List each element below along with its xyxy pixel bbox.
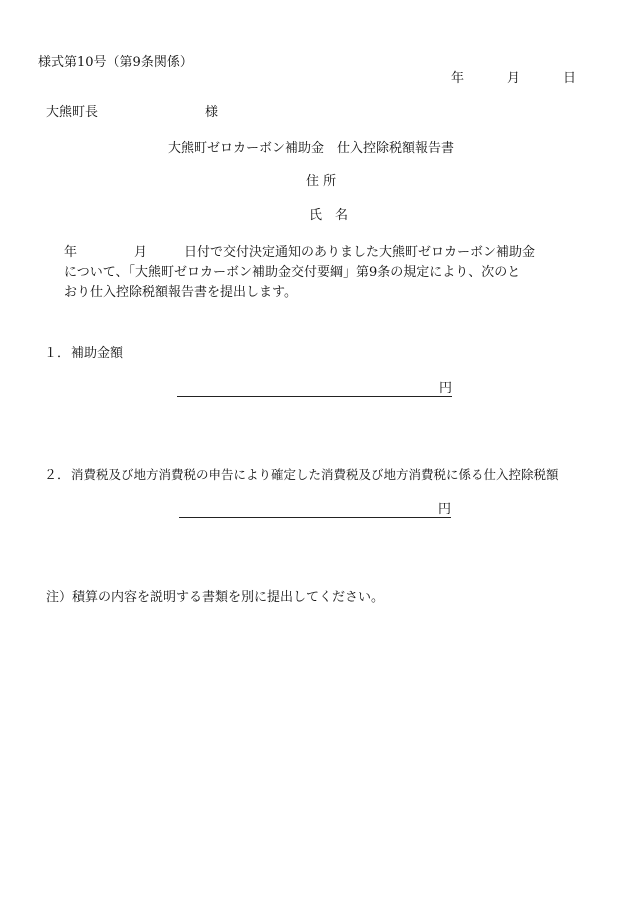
body-line-1 bbox=[64, 243, 584, 263]
item-2-label: 消費税及び地方消費税の申告により確定した消費税及び地方消費税に係る仕入控除税額 bbox=[71, 467, 559, 482]
form-number: 様式第10号（第9条関係） bbox=[38, 55, 193, 70]
applicant-name-label: 氏 名 bbox=[309, 208, 349, 223]
date-day-label: 日 bbox=[563, 71, 577, 86]
item-1-number: １． bbox=[44, 346, 71, 361]
item-2-number: ２． bbox=[44, 468, 71, 483]
date-year-label: 年 bbox=[451, 71, 465, 86]
body-year-label: 年 bbox=[64, 245, 78, 260]
item-2-amount-line bbox=[179, 517, 451, 518]
note: 注）積算の内容を説明する書類を別に提出してください。 bbox=[46, 590, 385, 605]
body-line-2: について、「大熊町ゼロカーボン補助金交付要綱」第9条の規定により、次のと bbox=[64, 265, 521, 280]
body-line-3: おり仕入控除税額報告書を提出します。 bbox=[64, 285, 297, 300]
body-paragraph bbox=[64, 243, 584, 303]
document-title: 大熊町ゼロカーボン補助金 仕入控除税額報告書 bbox=[168, 141, 455, 156]
body-line-1-text: 日付で交付決定通知のありました大熊町ゼロカーボン補助金 bbox=[184, 245, 536, 260]
item-1-unit: 円 bbox=[439, 381, 453, 396]
item-1-label: 補助金額 bbox=[71, 346, 124, 361]
addressee-honorific: 様 bbox=[205, 105, 219, 120]
applicant-address-label: 住 所 bbox=[306, 174, 337, 189]
item-1-amount-line bbox=[177, 396, 452, 397]
date-month-label: 月 bbox=[507, 71, 521, 86]
body-month-label: 月 bbox=[134, 245, 148, 260]
addressee-name: 大熊町長 bbox=[46, 105, 99, 120]
item-2-unit: 円 bbox=[438, 502, 452, 517]
